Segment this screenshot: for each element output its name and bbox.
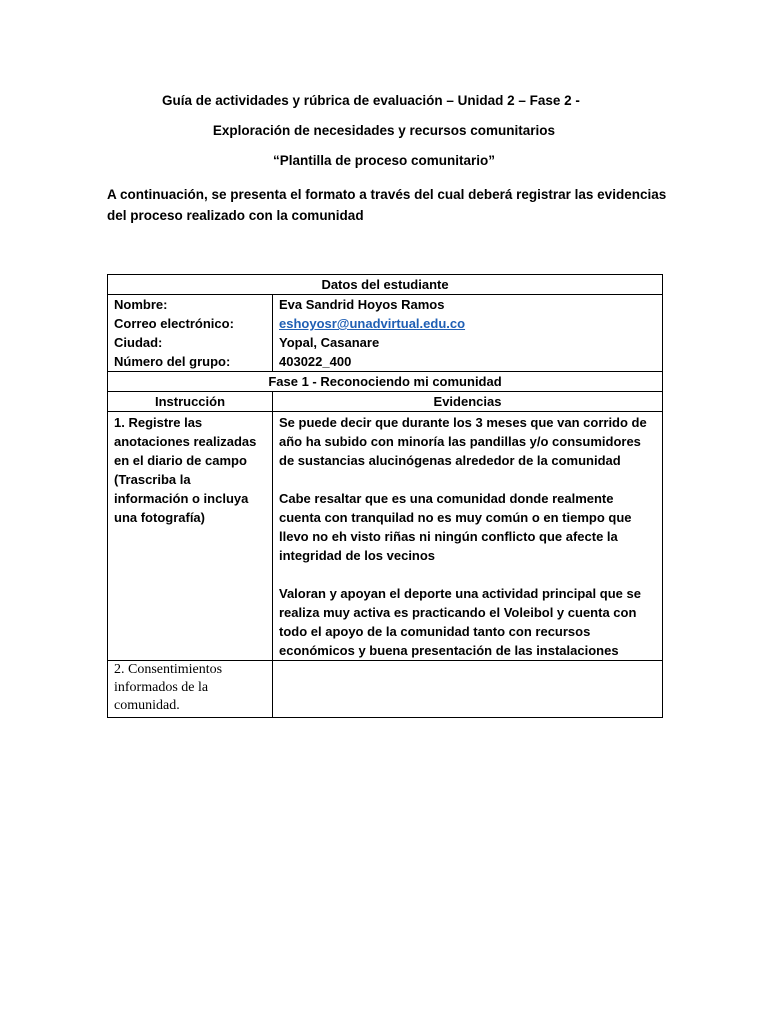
evidence-paragraph-2: Cabe resaltar que es una comunidad donde realmente cuenta con tranquilad no es muy común o en tiempo que llevo no eh visto riñas ni ningún conflicto que afecte la integridad de los vecinos (279, 491, 632, 563)
evidence-cell-1 (273, 412, 663, 661)
document-title-line-1: Guía de actividades y rúbrica de evaluación – Unidad 2 – Fase 2 - (162, 93, 580, 108)
student-values-cell (273, 295, 663, 372)
phase-title: Fase 1 - Reconociendo mi comunidad (108, 372, 663, 392)
value-group: 403022_400 (279, 354, 352, 369)
label-name: Nombre: (114, 297, 168, 312)
value-city: Yopal, Casanare (279, 335, 380, 350)
evidence-paragraph-3: Valoran y apoyan el deporte una actividad principal que se realiza muy activa es practicando el Voleibol y cuenta con todo el apoyo de la comunidad tanto con recursos económicos y buena presentación de las instalaciones (279, 586, 641, 658)
student-form-table (107, 274, 663, 718)
value-name: Eva Sandrid Hoyos Ramos (279, 297, 445, 312)
section-title-student-data: Datos del estudiante (108, 275, 663, 295)
column-header-instruction: Instrucción (108, 392, 273, 412)
email-link[interactable]: eshoyosr@unadvirtual.edu.co (279, 316, 466, 331)
student-labels-cell (108, 295, 273, 372)
column-header-evidence: Evidencias (273, 392, 663, 412)
document-title-line-3: “Plantilla de proceso comunitario” (272, 153, 496, 168)
instruction-cell-1: 1. Registre las anotaciones realizadas en el diario de campo (Trascriba la información o incluya una fotografía) (108, 412, 273, 661)
evidence-cell-2[interactable] (273, 661, 663, 718)
label-email: Correo electrónico: (114, 316, 234, 331)
evidence-paragraph-1: Se puede decir que durante los 3 meses que van corrido de año ha subido con minoría las pandillas y/o consumidores de sustancias alucinógenas alrededor de la comunidad (279, 415, 647, 468)
label-group: Número del grupo: (114, 354, 231, 369)
intro-paragraph: A continuación, se presenta el formato a través del cual deberá registrar las evidencias del proceso realizado con la comunidad (107, 187, 667, 223)
label-city: Ciudad: (114, 335, 163, 350)
instruction-cell-2: 2. Consentimientos informados de la comunidad. (108, 661, 273, 718)
document-title-line-2: Exploración de necesidades y recursos comunitarios (212, 123, 556, 138)
